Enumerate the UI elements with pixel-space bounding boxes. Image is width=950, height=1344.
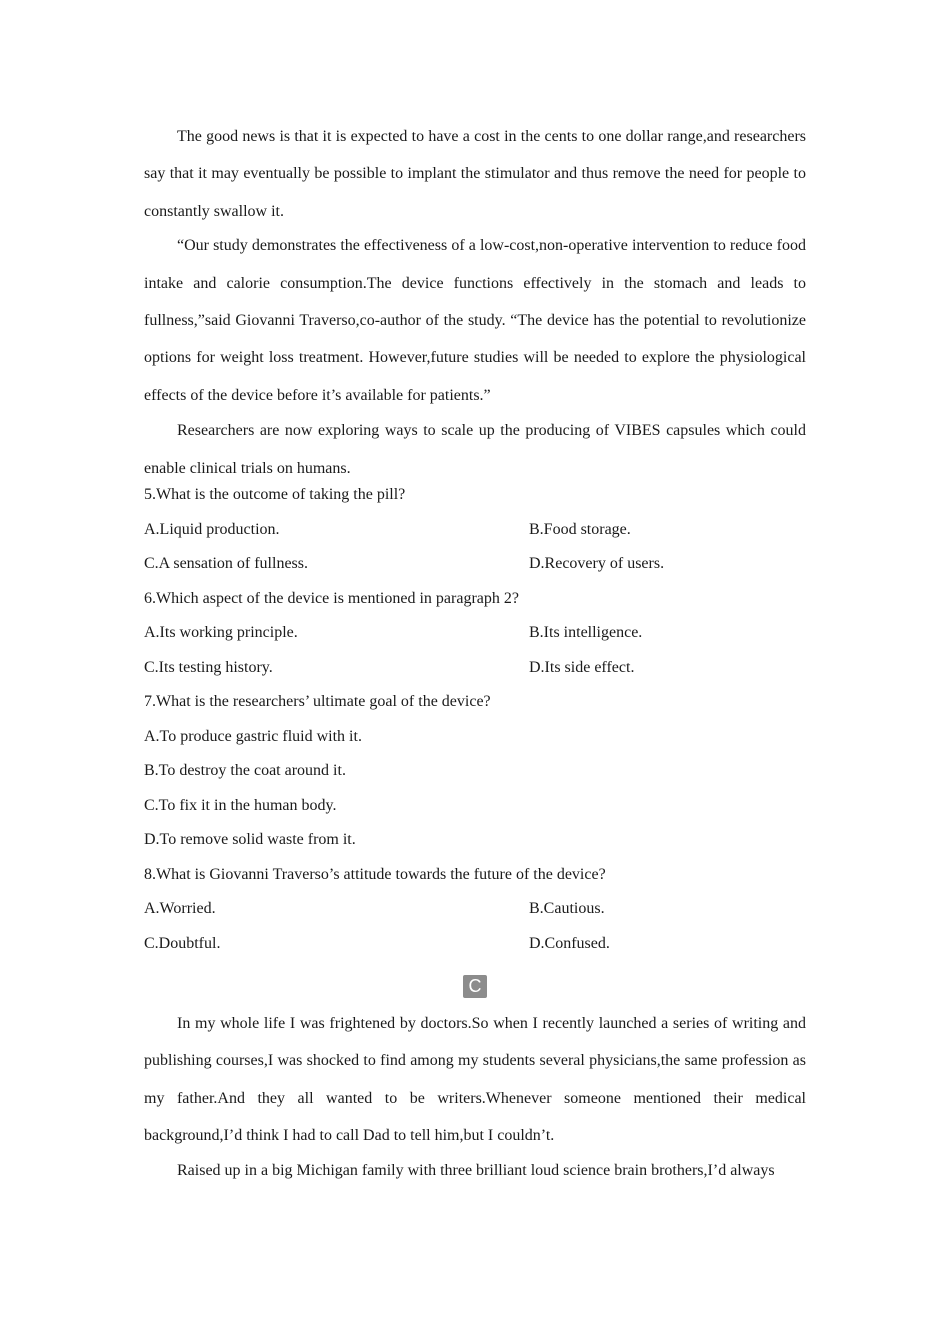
question-stem: 7.What is the researchers’ ultimate goal of the device? — [144, 693, 491, 711]
question-stem: 6.Which aspect of the device is mentioned in paragraph 2? — [144, 589, 519, 607]
option-b: B.Its intelligence. — [529, 624, 643, 642]
option-d: D.Confused. — [529, 934, 610, 952]
option-b: B.To destroy the coat around it. — [144, 762, 346, 780]
section-c-label: C — [463, 975, 487, 998]
question-8 — [144, 865, 806, 969]
option-a: A.Its working principle. — [144, 624, 298, 642]
option-a: A.To produce gastric fluid with it. — [144, 727, 362, 745]
option-a: A.Worried. — [144, 900, 216, 918]
question-6 — [144, 589, 806, 693]
option-c: C.To fix it in the human body. — [144, 796, 337, 814]
option-d: D.Its side effect. — [529, 658, 635, 676]
passage-c — [144, 1005, 806, 1189]
paragraph: Raised up in a big Michigan family with three brilliant loud science brain brothers,I’d always — [177, 1161, 775, 1179]
option-c: C.Doubtful. — [144, 934, 221, 952]
option-a: A.Liquid production. — [144, 520, 280, 538]
option-c: C.A sensation of fullness. — [144, 555, 308, 573]
question-stem: 8.What is Giovanni Traverso’s attitude towards the future of the device? — [144, 865, 606, 883]
paragraph: In my whole life I was frightened by doctors.So when I recently launched a series of writing and publishing courses,I was shocked to find among my students several physicians,the same profession as my father.And they all wanted to be writers.Whenever someone mentioned their medical background,I’d think I had to call Dad to tell him,but I couldn’t. — [144, 1015, 806, 1145]
option-d: D.Recovery of users. — [529, 555, 665, 573]
option-row — [144, 623, 806, 658]
paragraph: “Our study demonstrates the effectiveness of a low-cost,non-operative intervention to reduce food intake and calorie consumption.The device functions effectively in the stomach and leads to fullness,”said Giovanni Traverso,co-author of the study. “The device has the potential to revolutionize options for weight loss treatment. However,future studies will be needed to explore the physiological effects of the device before it’s available for patients.” — [144, 237, 806, 404]
passage-b — [144, 118, 806, 968]
option-row — [144, 554, 806, 589]
option-d: D.To remove solid waste from it. — [144, 831, 356, 849]
option-row — [144, 934, 806, 969]
option-c: C.Its testing history. — [144, 658, 273, 676]
question-7 — [144, 692, 806, 865]
option-b: B.Cautious. — [529, 900, 605, 918]
paragraph: The good news is that it is expected to have a cost in the cents to one dollar range,and researchers say that it may eventually be possible to implant the stimulator and thus remove the need for people to constantly swallow it. — [144, 128, 806, 220]
option-row — [144, 658, 806, 693]
question-stem: 5.What is the outcome of taking the pill? — [144, 486, 406, 504]
option-b: B.Food storage. — [529, 520, 631, 538]
option-row — [144, 520, 806, 555]
option-row — [144, 899, 806, 934]
question-5 — [144, 485, 806, 589]
paragraph: Researchers are now exploring ways to scale up the producing of VIBES capsules which could enable clinical trials on humans. — [144, 422, 806, 477]
